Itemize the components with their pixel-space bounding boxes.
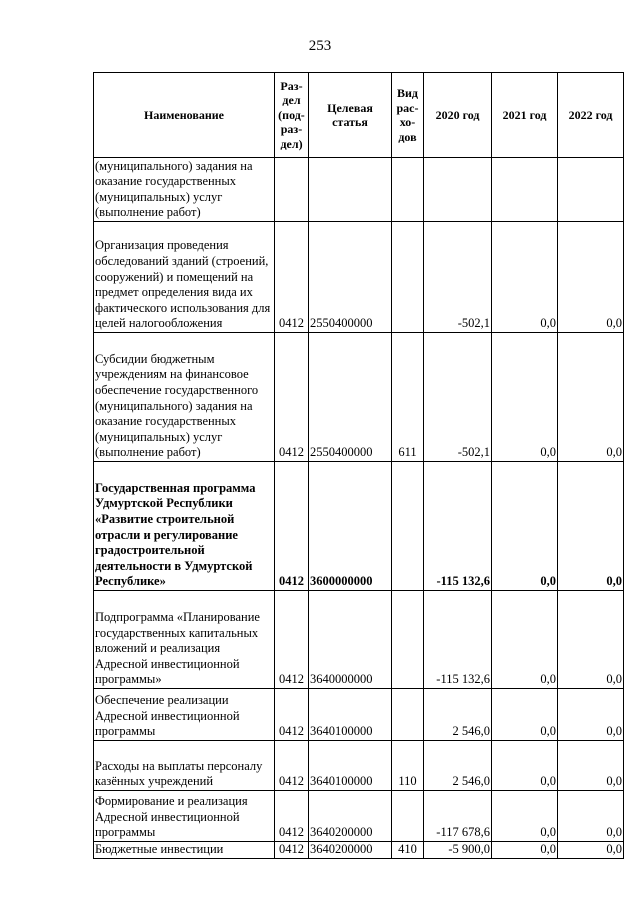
row-expense-cell (392, 791, 424, 842)
header-2020: 2020 год (424, 73, 492, 158)
row-section-cell: 0412 (275, 222, 309, 333)
table-row (94, 689, 624, 741)
row-2020-cell: -115 132,6 (424, 591, 492, 689)
row-2022-cell: 0,0 (558, 689, 624, 741)
row-2021-cell: 0,0 (492, 791, 558, 842)
row-name-cell: Расходы на выплаты персоналу казённых учреждений (94, 741, 275, 791)
row-2021-cell: 0,0 (492, 689, 558, 741)
row-2021-cell: 0,0 (492, 842, 558, 859)
row-2021-cell: 0,0 (492, 741, 558, 791)
row-2022-cell: 0,0 (558, 462, 624, 591)
row-expense-cell: 110 (392, 741, 424, 791)
row-expense-cell (392, 591, 424, 689)
row-2022-cell: 0,0 (558, 741, 624, 791)
row-expense-cell: 611 (392, 333, 424, 462)
row-2020-cell (424, 158, 492, 222)
row-2020-cell: -5 900,0 (424, 842, 492, 859)
table-row (94, 591, 624, 689)
table-row (94, 741, 624, 791)
row-expense-cell (392, 158, 424, 222)
row-target-cell: 3640100000 (309, 689, 392, 741)
row-section-cell (275, 158, 309, 222)
row-2020-cell: -117 678,6 (424, 791, 492, 842)
row-2022-cell: 0,0 (558, 842, 624, 859)
row-2020-cell: 2 546,0 (424, 689, 492, 741)
row-2022-cell: 0,0 (558, 222, 624, 333)
row-target-cell: 3600000000 (309, 462, 392, 591)
row-target-cell: 2550400000 (309, 333, 392, 462)
row-section-cell: 0412 (275, 333, 309, 462)
row-2020-cell: -502,1 (424, 333, 492, 462)
row-2022-cell: 0,0 (558, 791, 624, 842)
row-2021-cell: 0,0 (492, 222, 558, 333)
header-name: Наименование (94, 73, 275, 158)
table-header-row (94, 73, 624, 158)
row-2022-cell: 0,0 (558, 591, 624, 689)
row-2022-cell (558, 158, 624, 222)
table-row (94, 791, 624, 842)
row-2021-cell (492, 158, 558, 222)
row-name-cell: Подпрограмма «Планирование государственных капитальных вложений и реализация Адресной инвестиционной программы» (94, 591, 275, 689)
header-expense: Вид рас- хо- дов (392, 73, 424, 158)
row-name-cell: Субсидии бюджетным учреждениям на финансовое обеспечение государственного (муниципального) задания на оказание государственных (муниципальных) услуг (выполнение работ) (94, 333, 275, 462)
header-2022: 2022 год (558, 73, 624, 158)
table-row (94, 462, 624, 591)
row-expense-cell (392, 462, 424, 591)
row-target-cell: 3640100000 (309, 741, 392, 791)
row-2021-cell: 0,0 (492, 333, 558, 462)
page-number: 253 (308, 38, 332, 54)
table-body (94, 158, 624, 859)
table-row (94, 333, 624, 462)
table-row (94, 158, 624, 222)
row-2020-cell: 2 546,0 (424, 741, 492, 791)
row-target-cell (309, 158, 392, 222)
row-2021-cell: 0,0 (492, 462, 558, 591)
row-target-cell: 2550400000 (309, 222, 392, 333)
row-name-cell: Формирование и реализация Адресной инвестиционной программы (94, 791, 275, 842)
row-2020-cell: -115 132,6 (424, 462, 492, 591)
row-expense-cell (392, 689, 424, 741)
row-2020-cell: -502,1 (424, 222, 492, 333)
row-name-cell: Бюджетные инвестиции (94, 842, 275, 859)
row-target-cell: 3640200000 (309, 842, 392, 859)
row-section-cell: 0412 (275, 689, 309, 741)
table-row (94, 222, 624, 333)
row-section-cell: 0412 (275, 791, 309, 842)
row-section-cell: 0412 (275, 462, 309, 591)
row-target-cell: 3640200000 (309, 791, 392, 842)
row-2021-cell: 0,0 (492, 591, 558, 689)
row-name-cell: (муниципального) задания на оказание государственных (муниципальных) услуг (выполнение работ) (94, 158, 275, 222)
row-name-cell: Государственная программа Удмуртской Республики «Развитие строительной отрасли и регулирование градостроительной деятельности в Удмуртской Республике» (94, 462, 275, 591)
row-2022-cell: 0,0 (558, 333, 624, 462)
row-section-cell: 0412 (275, 842, 309, 859)
header-target: Целевая статья (309, 73, 392, 158)
header-section: Раз- дел (под- раз- дел) (275, 73, 309, 158)
row-section-cell: 0412 (275, 591, 309, 689)
row-name-cell: Организация проведения обследований зданий (строений, сооружений) и помещений на предмет определения вида их фактического использования для целей налогообложения (94, 222, 275, 333)
row-target-cell: 3640000000 (309, 591, 392, 689)
row-section-cell: 0412 (275, 741, 309, 791)
header-2021: 2021 год (492, 73, 558, 158)
row-expense-cell (392, 222, 424, 333)
row-name-cell: Обеспечение реализации Адресной инвестиционной программы (94, 689, 275, 741)
table-row (94, 842, 624, 859)
row-expense-cell: 410 (392, 842, 424, 859)
budget-table (93, 72, 624, 859)
